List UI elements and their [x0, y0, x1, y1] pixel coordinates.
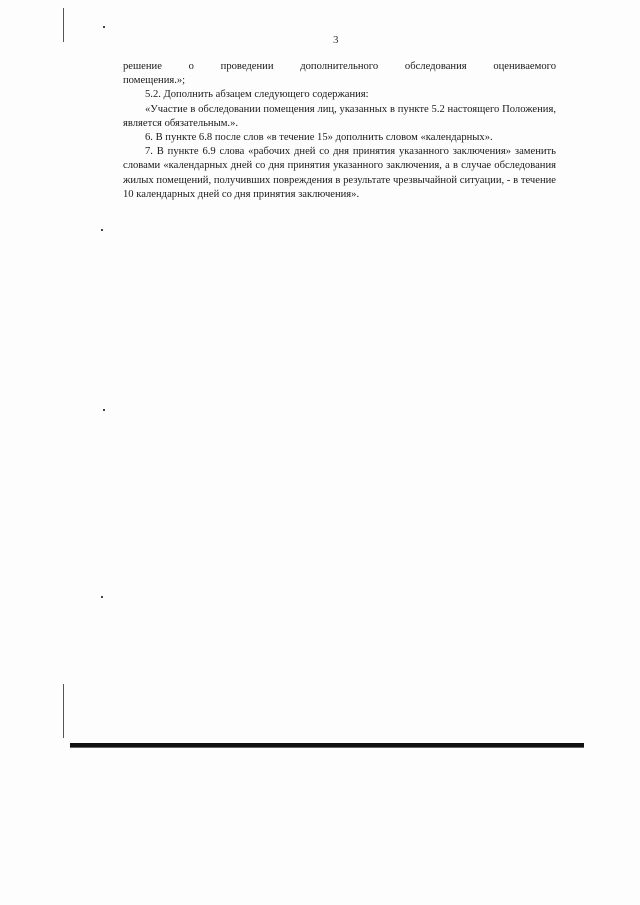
paragraph-item-7: 7. В пункте 6.9 слова «рабочих дней со дня принятия указанного заключения» заменить словами «календарных дней со дня принятия указанного заключения, а в случае обследования жилых помещений, получивших повреждения в результате чрезвычайной ситуации, - в течение 10 календарных дней со дня принятия заключения».: [123, 146, 556, 200]
document-body: [123, 60, 556, 202]
paragraph-item-5-2: 5.2. Дополнить абзацем следующего содержания:: [145, 89, 369, 101]
scan-edge-mark: [63, 684, 64, 738]
scan-speck: [103, 409, 105, 411]
paragraph-decision-end: помещения.»;: [123, 75, 186, 87]
scan-speck: [101, 596, 103, 598]
scan-bottom-bar-shadow: [70, 747, 584, 748]
scan-speck: [101, 229, 103, 231]
scan-edge-mark: [63, 8, 64, 42]
page-number: 3: [333, 34, 339, 46]
paragraph-decision-line: решение о проведении дополнительного обследования оцениваемого: [123, 61, 556, 72]
paragraph-participation: «Участие в обследовании помещения лиц, указанных в пункте 5.2 настоящего Положения, является обязательным.».: [123, 103, 556, 129]
scan-speck: [103, 26, 105, 28]
paragraph-item-6: 6. В пункте 6.8 после слов «в течение 15» дополнить словом «календарных».: [145, 132, 493, 143]
